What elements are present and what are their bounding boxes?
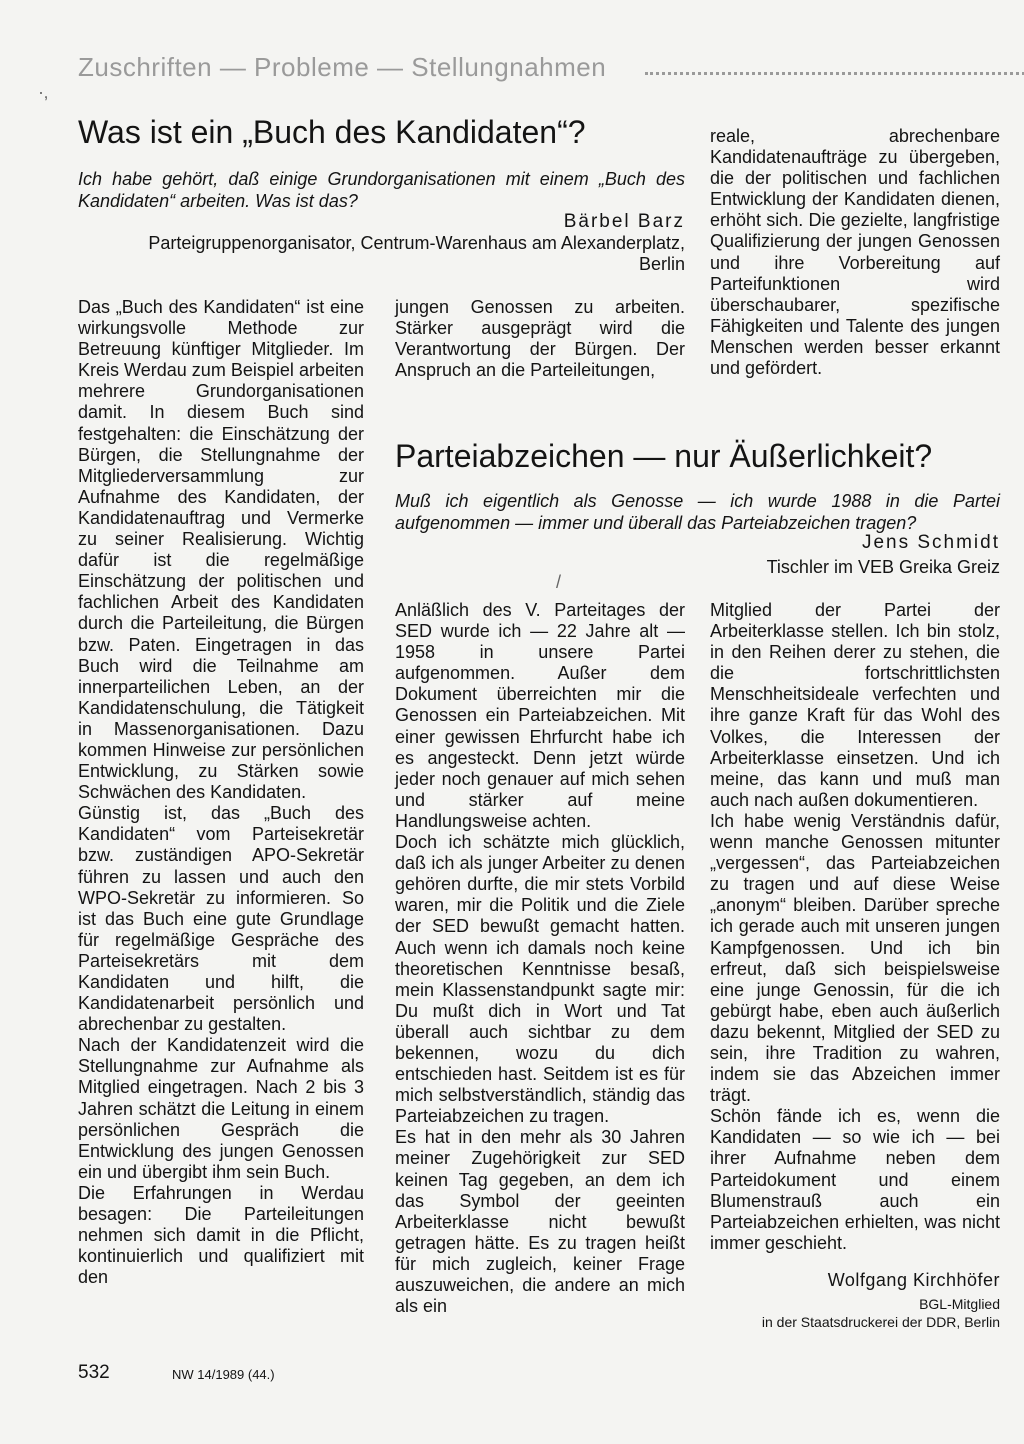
article2-signature-org: in der Staatsdruckerei der DDR, Berlin bbox=[761, 1314, 1000, 1330]
paragraph: Günstig ist, das „Buch des Kandidaten“ vom Parteisekretär bzw. zuständigen APO-Sekretär führen zu lassen und auch den WPO-Sekretär zu informieren. So ist das Buch eine gute Grundlage für regelmäßige Gespräche des Parteisekretärs mit dem Kandidaten und hilft, die Kandidatenarbeit persönlich und abrechenbar zu gestalten. bbox=[78, 803, 364, 1035]
paragraph: Es hat in den mehr als 30 Jahren meiner Zugehörigkeit zur SED keinen Tag gegeben, an dem ich das Symbol der geeinten Arbeiterklasse nicht bewußt getragen hätte. Es zu tragen heißt für mich zugleich, keiner Frage auszuweichen, die andere an mich als ein bbox=[395, 1127, 685, 1317]
article1-column-1 bbox=[78, 297, 364, 1288]
article2-signature-role: BGL-Mitglied bbox=[919, 1296, 1000, 1312]
article2-column-right bbox=[710, 600, 1000, 1254]
article1-question: Ich habe gehört, daß einige Grundorganisationen mit einem „Buch des Kandidaten“ arbeiten. Was ist das? bbox=[78, 169, 685, 211]
paragraph: Doch ich schätzte mich glücklich, daß ich als junger Arbeiter zu denen gehören durfte, die mir stets Vorbild waren, mir die Politik und die Ziele der SED bewußt gemacht hatten. Auch wenn ich damals noch keine theoretischen Kenntnisse besaß, mein Klassenstandpunkt sagte mir: Du mußt dich in Wort und Tat überall auch sichtbar zu dem bekennen, wozu du dich entschieden hast. Seitdem ist es für mich selbstverständlich, ständig das Parteiabzeichen zu tragen. bbox=[395, 832, 685, 1127]
article2-signature-name: Wolfgang Kirchhöfer bbox=[827, 1270, 1000, 1290]
issue-label: NW 14/1989 (44.) bbox=[172, 1367, 275, 1382]
article2-author-role: Tischler im VEB Greika Greiz bbox=[766, 557, 1000, 577]
article2-question: Muß ich eigentlich als Genosse — ich wurde 1988 in die Partei aufgenommen — immer und überall das Parteiabzeichen tragen? bbox=[395, 491, 1000, 533]
scan-mark: ·‚ bbox=[38, 82, 48, 102]
section-header-rule bbox=[645, 72, 1024, 75]
paragraph: Schön fände ich es, wenn die Kandidaten — so wie ich — bei ihrer Aufnahme neben dem Parteidokument und einem Blumenstrauß auch ein Parteiabzeichen erhielten, was nicht immer geschieht. bbox=[710, 1106, 1000, 1253]
paragraph: Die Erfahrungen in Werdau besagen: Die Parteileitungen nehmen sich damit in die Pflicht, kontinuierlich und qualifiziert mit den bbox=[78, 1182, 364, 1288]
article1-author: Bärbel Barz bbox=[563, 211, 685, 232]
article2-column-left bbox=[395, 600, 685, 1317]
scan-mark: / bbox=[556, 572, 562, 592]
paragraph: Das „Buch des Kandidaten“ ist eine wirkungsvolle Methode zur Betreuung künftiger Mitglieder. Im Kreis Werdau zum Beispiel arbeiten mehrere Grundorganisationen damit. In diesem Buch sind festgehalten: die Einschätzung der Bürgen, die Stellungnahme der Mitgliederversammlung zur Aufnahme des Kandidaten, der Kandidatenauftrag und Vermerke zu seiner Realisierung. Wichtig dafür ist die regelmäßige Einschätzung der politischen und fachlichen Arbeit des Kandidaten durch die Parteileitung, die Bürgen bzw. Paten. Eingetragen in das Buch wird die Teilnahme am innerparteilichen Leben, an der Kandidatenschulung, die Tätigkeit in Massenorganisationen. Dazu kommen Hinweise zur persönlichen Entwicklung, zu Stärken sowie Schwächen des Kandidaten. bbox=[78, 297, 364, 803]
paragraph: jungen Genossen zu arbeiten. Stärker ausgeprägt wird die Verantwortung der Bürgen. Der Anspruch an die Parteileitungen, bbox=[395, 297, 685, 381]
paragraph: reale, abrechenbare Kandidatenaufträge zu übergeben, die der politischen und fachlichen Entwicklung der Kandidaten dienen, erhöht sich. Die gezielte, langfristige Qualifizierung der jungen Genossen und ihre Vorbereitung auf Parteifunktionen wird überschaubarer, spezifische Fähigkeiten und Talente des jungen Menschen werden besser erkannt und gefördert. bbox=[710, 126, 1000, 379]
paragraph: Anläßlich des V. Parteitages der SED wurde ich — 22 Jahre alt — 1958 in unsere Partei aufgenommen. Außer dem Dokument überreichten mir die Genossen ein Parteiabzeichen. Mit einer gewissen Ehrfurcht habe ich es angesteckt. Denn jetzt würde jeder noch genauer auf mich sehen und stärker auf meine Handlungsweise achten. bbox=[395, 600, 685, 831]
article1-column-3 bbox=[710, 126, 1000, 379]
page-number: 532 bbox=[78, 1362, 110, 1383]
paragraph: Ich habe wenig Verständnis dafür, wenn manche Genossen mitunter „vergessen“, das Parteiabzeichen zu tragen und auf diese Weise „anonym“ bleiben. Darüber spreche ich gerade auch mit unseren jungen Kampfgenossen. Und ich bin erfreut, daß sich beispielsweise eine junge Genossin, für die ich gebürgt habe, eben auch äußerlich dazu bekennt, Mitglied der SED zu sein, ihre Tradition zu wahren, indem sie das Abzeichen immer trägt. bbox=[710, 810, 1000, 1106]
paragraph: Nach der Kandidatenzeit wird die Stellungnahme zur Aufnahme als Mitglied eingetragen. Nach 2 bis 3 Jahren schätzt die Leitung in einem persönlichen Gespräch die Entwicklung des jungen Genossen ein und übergibt ihm sein Buch. bbox=[78, 1035, 364, 1182]
article2-title: Parteiabzeichen — nur Äußerlichkeit? bbox=[395, 438, 933, 474]
article1-author-role: Parteigruppenorganisator, Centrum-Warenhaus am Alexanderplatz, bbox=[148, 233, 685, 253]
article2-author: Jens Schmidt bbox=[861, 532, 1000, 553]
article1-author-city: Berlin bbox=[638, 254, 685, 274]
paragraph: Mitglied der Partei der Arbeiterklasse stellen. Ich bin stolz, in den Reihen derer zu stehen, die die fortschrittlichsten Menschheitsideale verfechten und ihre ganze Kraft für das Wohl des Volkes, die Interessen der Arbeiterklasse einsetzen. Und ich meine, das kann und muß man auch nach außen dokumentieren. bbox=[710, 600, 1000, 810]
article1-title: Was ist ein „Buch des Kandidaten“? bbox=[78, 114, 586, 150]
section-header: Zuschriften — Probleme — Stellungnahmen bbox=[78, 52, 607, 82]
article1-column-2 bbox=[395, 297, 685, 381]
